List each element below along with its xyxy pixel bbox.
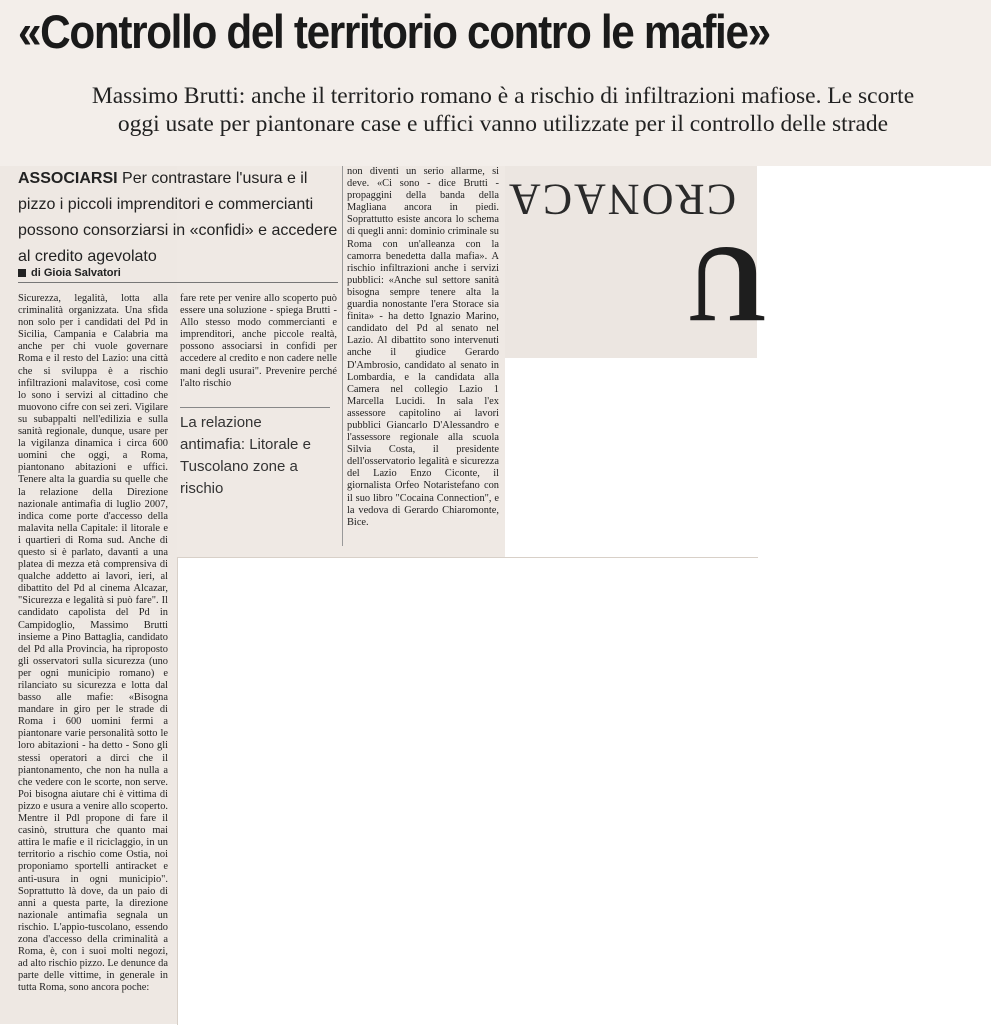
section-label-cronaca: CRONACA [507, 175, 737, 224]
column-divider [342, 166, 343, 546]
article-column-3: non diventi un serio allarme, si deve. «Ci sono - dice Brutti - propaggini della banda della Magliana ancora in piedi. Soprattutto esiste ancora lo schema di quegli anni: dominio criminale su Roma con un'alleanza con la camorra benedetta dalla mafia». A rischio infiltrazioni anche i servizi pubblici: «Anche sul settore sanità bisogna sempre tenere alta la guardia nonostante l'era Storace sia finita» - ha detto Ignazio Marino, candidato del Pd al senato nel Lazio. Al dibattito sono intervenuti anche il giudice Gerardo D'Ambrosio, candidato al senato in Lombardia, e la candidata alla Camera nel collegio Lazio 1 Marcella Lucidi. In sala l'ex assessore capitolino ai lavori pubblici Giancarlo D'Alessandro e l'assessore regionale alla scuola Silvia Costa, il presidente dell'osservatorio legalità e sicurezza del Lazio Enzo Ciconte, il giornalista Orfeo Notaristefano con il suo libro "Cocaina Connection", e la vedova di Gerardo Chiaromonte, Bice. [347, 166, 499, 528]
masthead-logo: U [691, 224, 767, 346]
newspaper-section-header [507, 168, 767, 356]
pull-quote-box: La relazione antimafia: Litorale e Tuscolano zone a rischio [180, 407, 330, 500]
kicker-text: Per contrastare l'usura e il pizzo i piccoli imprenditori e commercianti possono consorziarsi in «confidi» e accedere al credito agevolato [18, 170, 338, 265]
article-column-2: fare rete per venire allo scoperto può essere una soluzione - spiega Brutti - Allo stesso modo commercianti e imprenditori, anche piccole realtà, possono associarsi in confidi per accedere al credito e non cadere nelle mani degli usurai". Prevenire perché l'alto rischio [180, 293, 337, 389]
subheadline-line-1: Massimo Brutti: anche il territorio romano è a rischio di infiltrazioni mafiose. Le scorte [91, 83, 915, 109]
article-column-1: Sicurezza, legalità, lotta alla criminalità organizzata. Una sfida non solo per i candidati del Pd in Sicilia, Campania e Calabria ma anche per chi vuole governare Roma e il resto del Lazio: una città che si sviluppa è a rischio infiltrazioni malavitose, così come lo sono i servizi al cittadino che muovono cifre con sei zeri. Vigilare su subappalti nell'edilizia e sulla sanità regionale, dunque, usare per la vigilanza dinamica i circa 600 uomini che oggi, a Roma, piantonano abitazioni e uffici. Tenere alta la guardia su quelle che la relazione della Direzione nazionale antimafia di luglio 2007, indica come porte d'accesso della malavita nella Capitale: il litorale e i quartieri di Roma sud. Anche di questo si è parlato, davanti a una platea di mezza età comprensiva di qualche addetto ai lavori, ieri, al dibattito del Pd al cinema Alcazar, "Sicurezza e legalità si può fare". Il candidato capolista del Pd in Campidoglio, Massimo Brutti insieme a Pino Battaglia, candidato del Pd alla Provincia, ha riproposto gli osservatori sulla sicurezza (uno per ogni municipio romano) e rilanciato su sicurezza e lotta dal basso alle mafie: «Bisogna mandare in giro per le strade di Roma i 600 uomini fermi a piantonare varie personalità sotto le loro abitazioni - ha detto - Sono gli stessi operatori a dirci che il piantonamento, che non ha nulla a che vedere con le scorte, non serve. Poi bisogna aiutare chi è vittima di pizzo e usura a venire allo scoperto. Mentre il Pdl propone di fare il casinò, struttura che quanto mai attira le mafie e il riciclaggio, in un territorio a rischio come Ostia, noi proponiamo sportelli antiracket e anti-usura in ogni municipio". Soprattutto là dove, da un paio di anni a questa parte, la direzione nazionale antimafia segnala un rischio. L'appio-tuscolano, essendo zona d'accesso della criminalità a Roma, è, con i suoi molti negozi, ad alto rischio pizzo. Le denunce da parte delle vittime, in generale in tutta Roma, sono ancora poche: [18, 293, 168, 994]
subheadline [28, 82, 978, 138]
kicker-paragraph [18, 166, 340, 270]
byline-text: di Gioia Salvatori [31, 267, 121, 279]
byline [18, 267, 338, 283]
blank-backing-sheet [177, 557, 758, 1025]
byline-square-icon [18, 269, 26, 277]
subheadline-line-2: oggi usate per piantonare case e uffici vanno utilizzate per il controllo delle strade [117, 111, 889, 137]
headline: «Controllo del territorio contro le mafie» [18, 5, 770, 58]
kicker-label: ASSOCIARSI [18, 170, 118, 187]
